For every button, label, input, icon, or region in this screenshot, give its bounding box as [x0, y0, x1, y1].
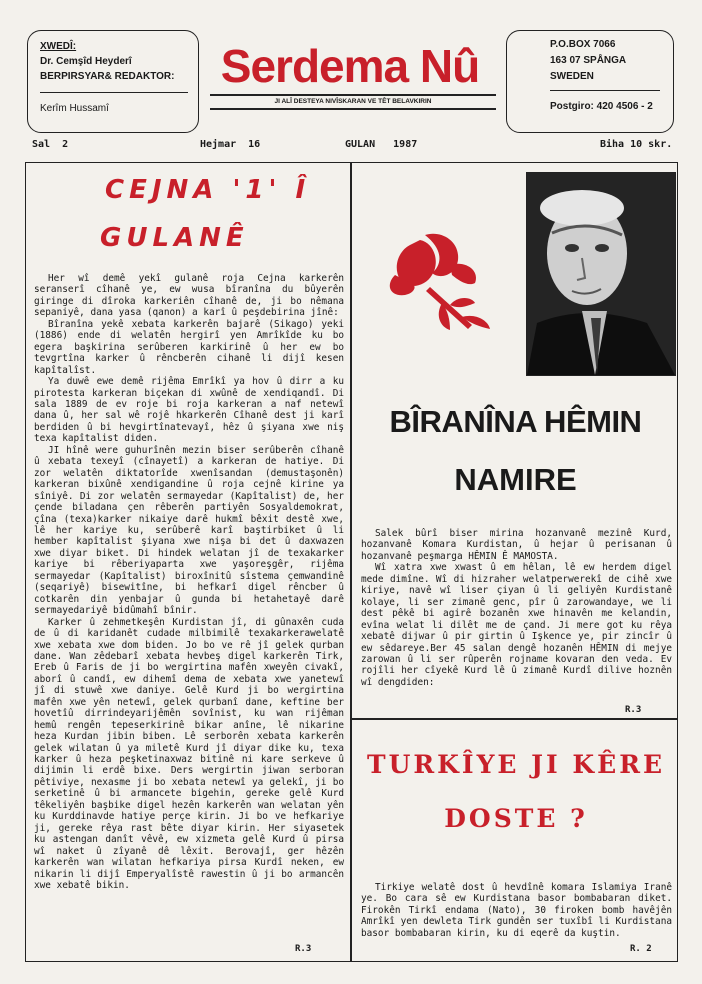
right-bottom-title-1: TURKÎYE JI KÊRE [366, 750, 666, 779]
left-article-body [34, 273, 344, 941]
postgiro: Postgiro: 420 4506 - 2 [550, 101, 653, 112]
right-article-title-1: BÎRANÎNA HÊMIN [389, 404, 642, 439]
newspaper-subtitle: JI ALÎ DESTEYA NIVÎSKARAN VE TÊT BELAVKIRIN [274, 98, 432, 105]
pobox: P.O.BOX 7066 [550, 39, 616, 50]
right-bottom-signature: R. 2 [630, 944, 652, 954]
right-bottom-paragraph: Tirkiye welatê dost û hevdînê komara Islamiya Iranê ye. Bo cara sê ew Kurdistana basor bombabaran diket. Firokên Tirkî endama (Nato), 30 firoken bomb havêjên Amrîkî yen dewleta Tirk gundên ser tuxîbî li Kurdistana basor bombabaran kirin, ku di eqerê da kuştin. [361, 882, 672, 939]
title-underline [210, 94, 496, 96]
right-top-paragraph: Wî xatra xwe xwast û em hêlan, lê ew herdem digel mede dimîne. Wî di hizraher welatperwerekî de cihê xwe kiriye, navê wî liser çiyan û li geliyên Kurdistanê kolaye, li ser zimanê genc, pîr û zarowandaye, we li dest pêkê bi agirê bozanên xwe hinavên me kelandin, evîna welat li dilêt me de çand. Ji mere got ku rêya xebatê dijwar û pir girtin û Işkence ye, pir zincîr û ew sêdareye.Ber 45 salan dengê hozanên HÊMIN di mejye zarowan û li ser rûperên rojname kovaran den veda. Ev rojîli her cîyekê Kurd lê û zimanê Kurdî dilive hoznên wî dengdiden: [361, 562, 672, 688]
left-paragraph: Ya duwê ewe demê rijêma Emrîkî ya hov û dirr a ku pirotesta karkeran biçekan di xwûnê de xendiqandî. Di sala 1889 de ev roje bi roja karkeran a naf netewî dana û, her sal wê rojê hkarkerên Cîhanê dest ji karî berdiden û bi hevgirtînatevayî, hêz û şiyana xwe niş texa kapîtalist diden. [34, 376, 344, 445]
editor-name: Kerîm Hussamî [40, 103, 109, 114]
right-bottom-title-2: DOSTE ? [444, 804, 588, 833]
newspaper-title: Serdema Nû [220, 40, 480, 92]
right-top-paragraph: Salek bûrî biser mirina hozanvanê mezinê Kurd, hozanvanê Komara Kurdistan, û hejar û perisanan û hozanvanê peşmarga HÊMIN Ê MAMOSTA. [361, 528, 672, 562]
left-article-title-2: GULANÊ [100, 223, 249, 253]
issue-date: GULAN 1987 [345, 139, 418, 150]
issue-price: Biha 10 skr. [600, 139, 673, 150]
subtitle-underline [210, 108, 496, 110]
portrait-photo [526, 172, 676, 376]
left-paragraph: Her wî demê yekî gulanê roja Cejna karkerên seranserî cîhanê ye, ew wusa bîranîna du bûyerên giringe di dîroka karkeriên cîhanê de, ji bo nêmana sepaniyê, dana yasa (qanon) a karî û peşdebirina jînê: [34, 273, 344, 319]
left-signature: R.3 [295, 944, 312, 954]
issue-number: Hejmar 16 [200, 139, 261, 150]
issue-year: Sal 2 [32, 139, 69, 150]
left-paragraph: Bîranîna yekê xebata karkerên bajarê (Sikago) yeki (1886) ende di welatên hergirî yen Amrîkîde ku bo egera başkirina serûberen karkirinê û her ew bo tevgrtîna karker û rêncberên cihanê li dijî kesen kapîtalîst. [34, 318, 344, 376]
right-bottom-article-body [361, 882, 672, 954]
left-paragraph: Karker û zehmetkeşên Kurdistan jî, di gûnaxên cuda de û di karidanêt cudade milbimilê texakarkerawelatê xwe xebata xwe dom biden. Jo bo ve rê jî gelek qurban dane. Wan zêdebarî xebata hevbeş digel karkerên Tirk, Ereb û Faris de ji bo wergirtina mafên xweyên civakî, aborî û candî, ew dihemî dema de xebata xwe yanetewî jî di stuwê xwe daniye. Gelê Kurd ji bo wergirtina mafên xwe yên netewî, gelek qurbanî dane, keftine ber hovetîû dirrindeyarijêmên sovînist, ku wan rijêman hemû rengên tepeserkirinê bikar anîne, lê nikarine heza Kurdan jibin biben. Lê serborên xebata karkerên gelek wilatan û ya miletê Kurd jî diyar dike ku, texa karker û heza peşketinaxwaz bitinê ni kare serkeve û dijimin li erdê bixe. Ders wergirtin jiwan serboran pêtiviye, nexasme ji bo xebata netewî ya gelekî, ji bo serketinê û bi armancete bigehin, gereke gelê Kurd têkeliyên başbike digel hezên karkerên wan welatan yên ku Kurddinavde hatiye perçe kirin. Ji bo ve hefkariye ji, gereke rêya rast bête diyar kirin. Her siyasetek ku astengan danît vêvê, ew xizmeta gelê Kurd û pirsa wî naket û zîyanê dê lêxit. Berovajî, ger hêzên karkerên wan wilatan hefkariya pirsa Kurdî neken, ew nikarin li dijî Emperyalîstê rawestin û ji bo armancên xwe xebatê bikin. [34, 616, 344, 892]
right-box-rule [550, 90, 660, 91]
country: SWEDEN [550, 71, 594, 82]
editor-label: BERPIRSYAR& REDAKTOR: [40, 71, 175, 82]
right-top-signature: R.3 [625, 705, 642, 715]
rose-icon [380, 225, 500, 340]
left-box-rule [40, 92, 188, 93]
left-paragraph: JI hînê were guhurînên mezin biser serûberên cîhanê û xebata texeyî (cînayetî) a karkeran de hatiye. Di zor welatên diktatorîde xwenîsandan (demustaşonên) karkeran bixûnê xendigandine û roja cejnê kirine ya sîniyê. Di zor welatên sermayedar (Kapîtalist) de, her çende biladana çen rêberên partiyên Sosyaldemokrat, çîna (texa)karker nikaiye darê hukmî bêxit destê xwe, lê her kariye ku, serûberê karî baştirbiket û li hember kapîtalist şiyana xwe nişa bi det û daxwazen xwe diyar biket. Di hindek welatan jî de texakarker kariye bi rêberiyaparta xwe yaşoreşgêr, rijêma sermayedar (Kapîtalist) biroxînitû sîstema çemwandinê (seqariyê) bisewitîne, bi hefkarî digel rêncber û cotkarên din yenbajar û gunda bi hetahetayê darê sermayedariyê bidûmahî bînir. [34, 444, 344, 617]
right-column-divider [352, 718, 678, 720]
right-article-title-2: NAMIRE [454, 462, 577, 497]
right-top-article-body [361, 528, 672, 708]
left-article-title-1: CEJNA '1' Î [105, 175, 311, 205]
column-divider [350, 162, 352, 962]
xwedi-label: XWEDÎ: [40, 41, 77, 52]
city: 163 07 SPÅNGA [550, 55, 627, 66]
owner-name: Dr. Cemşîd Heyderî [40, 56, 132, 67]
